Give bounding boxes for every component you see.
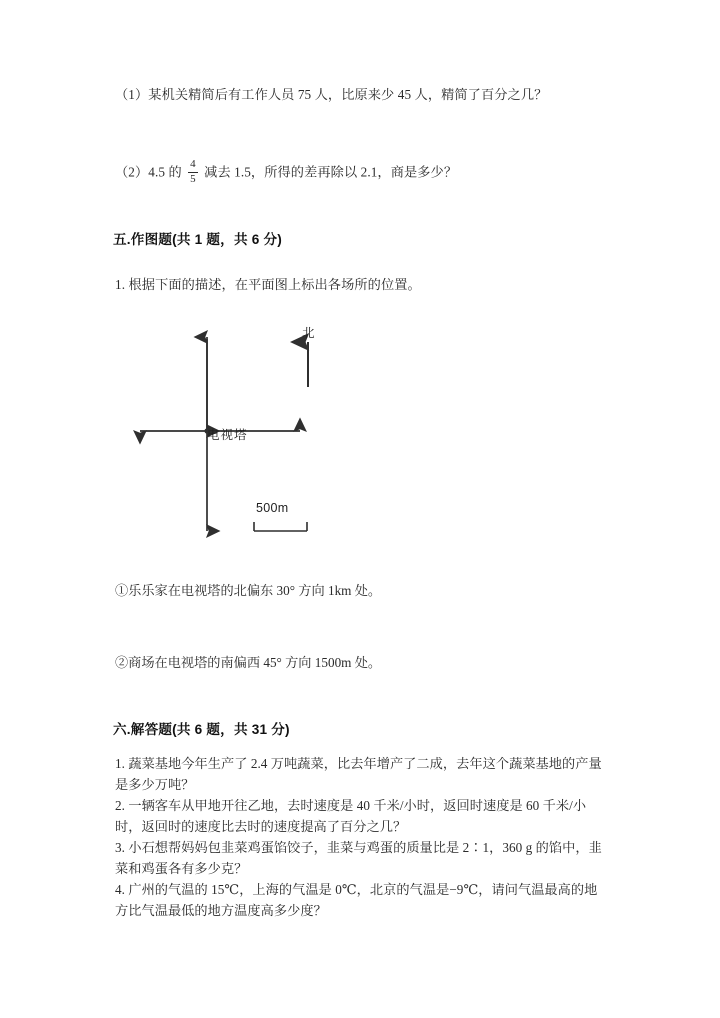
fraction-denominator: 5 — [190, 172, 196, 185]
section-six-question-4: 4. 广州的气温的 15℃，上海的气温是 0℃，北京的气温是−9℃，请问气温最高的地方比气温最低的地方温度高多少度？ — [115, 882, 598, 918]
section-six-question-1: 1. 蔬菜基地今年生产了 2.4 万吨蔬菜，比去年增产了二成，去年这个蔬菜基地的产量是多少万吨？ — [115, 756, 602, 792]
tower-label: 电视塔 — [207, 428, 248, 442]
calc-question-1-text: 某机关精简后有工作人员 75 人，比原来少 45 人，精简了百分之几？ — [148, 87, 548, 102]
calc-question-2-text-before: 4.5 的 — [148, 164, 182, 180]
scale-label: 500m — [256, 501, 289, 515]
section-five-sub-item-2: ②商场在电视塔的南偏西 45° 方向 1500m 处。 — [115, 655, 382, 670]
fraction-four-fifths — [188, 159, 198, 185]
section-six-heading: 六.解答题(共 6 题，共 31 分) — [113, 722, 290, 737]
section-five-heading: 五.作图题(共 1 题，共 6 分) — [113, 232, 283, 247]
calc-question-2 — [115, 160, 457, 186]
section-six-question-3: 3. 小石想帮妈妈包韭菜鸡蛋馅饺子，韭菜与鸡蛋的质量比是 2∶1，360 g 的馅中，韭菜和鸡蛋各有多少克？ — [115, 840, 602, 876]
calc-question-2-text-after: 减去 1.5，所得的差再除以 2.1，商是多少？ — [204, 164, 458, 180]
fraction-numerator: 4 — [190, 158, 196, 170]
calc-question-1 — [115, 84, 547, 106]
scale-bar — [254, 522, 307, 531]
section-five-question-number: 1. — [115, 277, 126, 292]
section-five-sub-item-1: ①乐乐家在电视塔的北偏东 30° 方向 1km 处。 — [115, 583, 382, 598]
calc-question-1-label: （1） — [115, 87, 149, 102]
section-six-question-2: 2. 一辆客车从甲地开往乙地，去时速度是 40 千米/小时，返回时速度是 60 千米/小时，返回时的速度比去时的速度提高了百分之几？ — [115, 798, 587, 834]
section-five-question — [115, 274, 421, 296]
north-label: 北 — [302, 326, 316, 340]
section-five-question-text: 根据下面的描述，在平面图上标出各场所的位置。 — [128, 277, 421, 292]
map-figure — [130, 315, 430, 550]
calc-question-2-label: （2） — [115, 164, 149, 180]
